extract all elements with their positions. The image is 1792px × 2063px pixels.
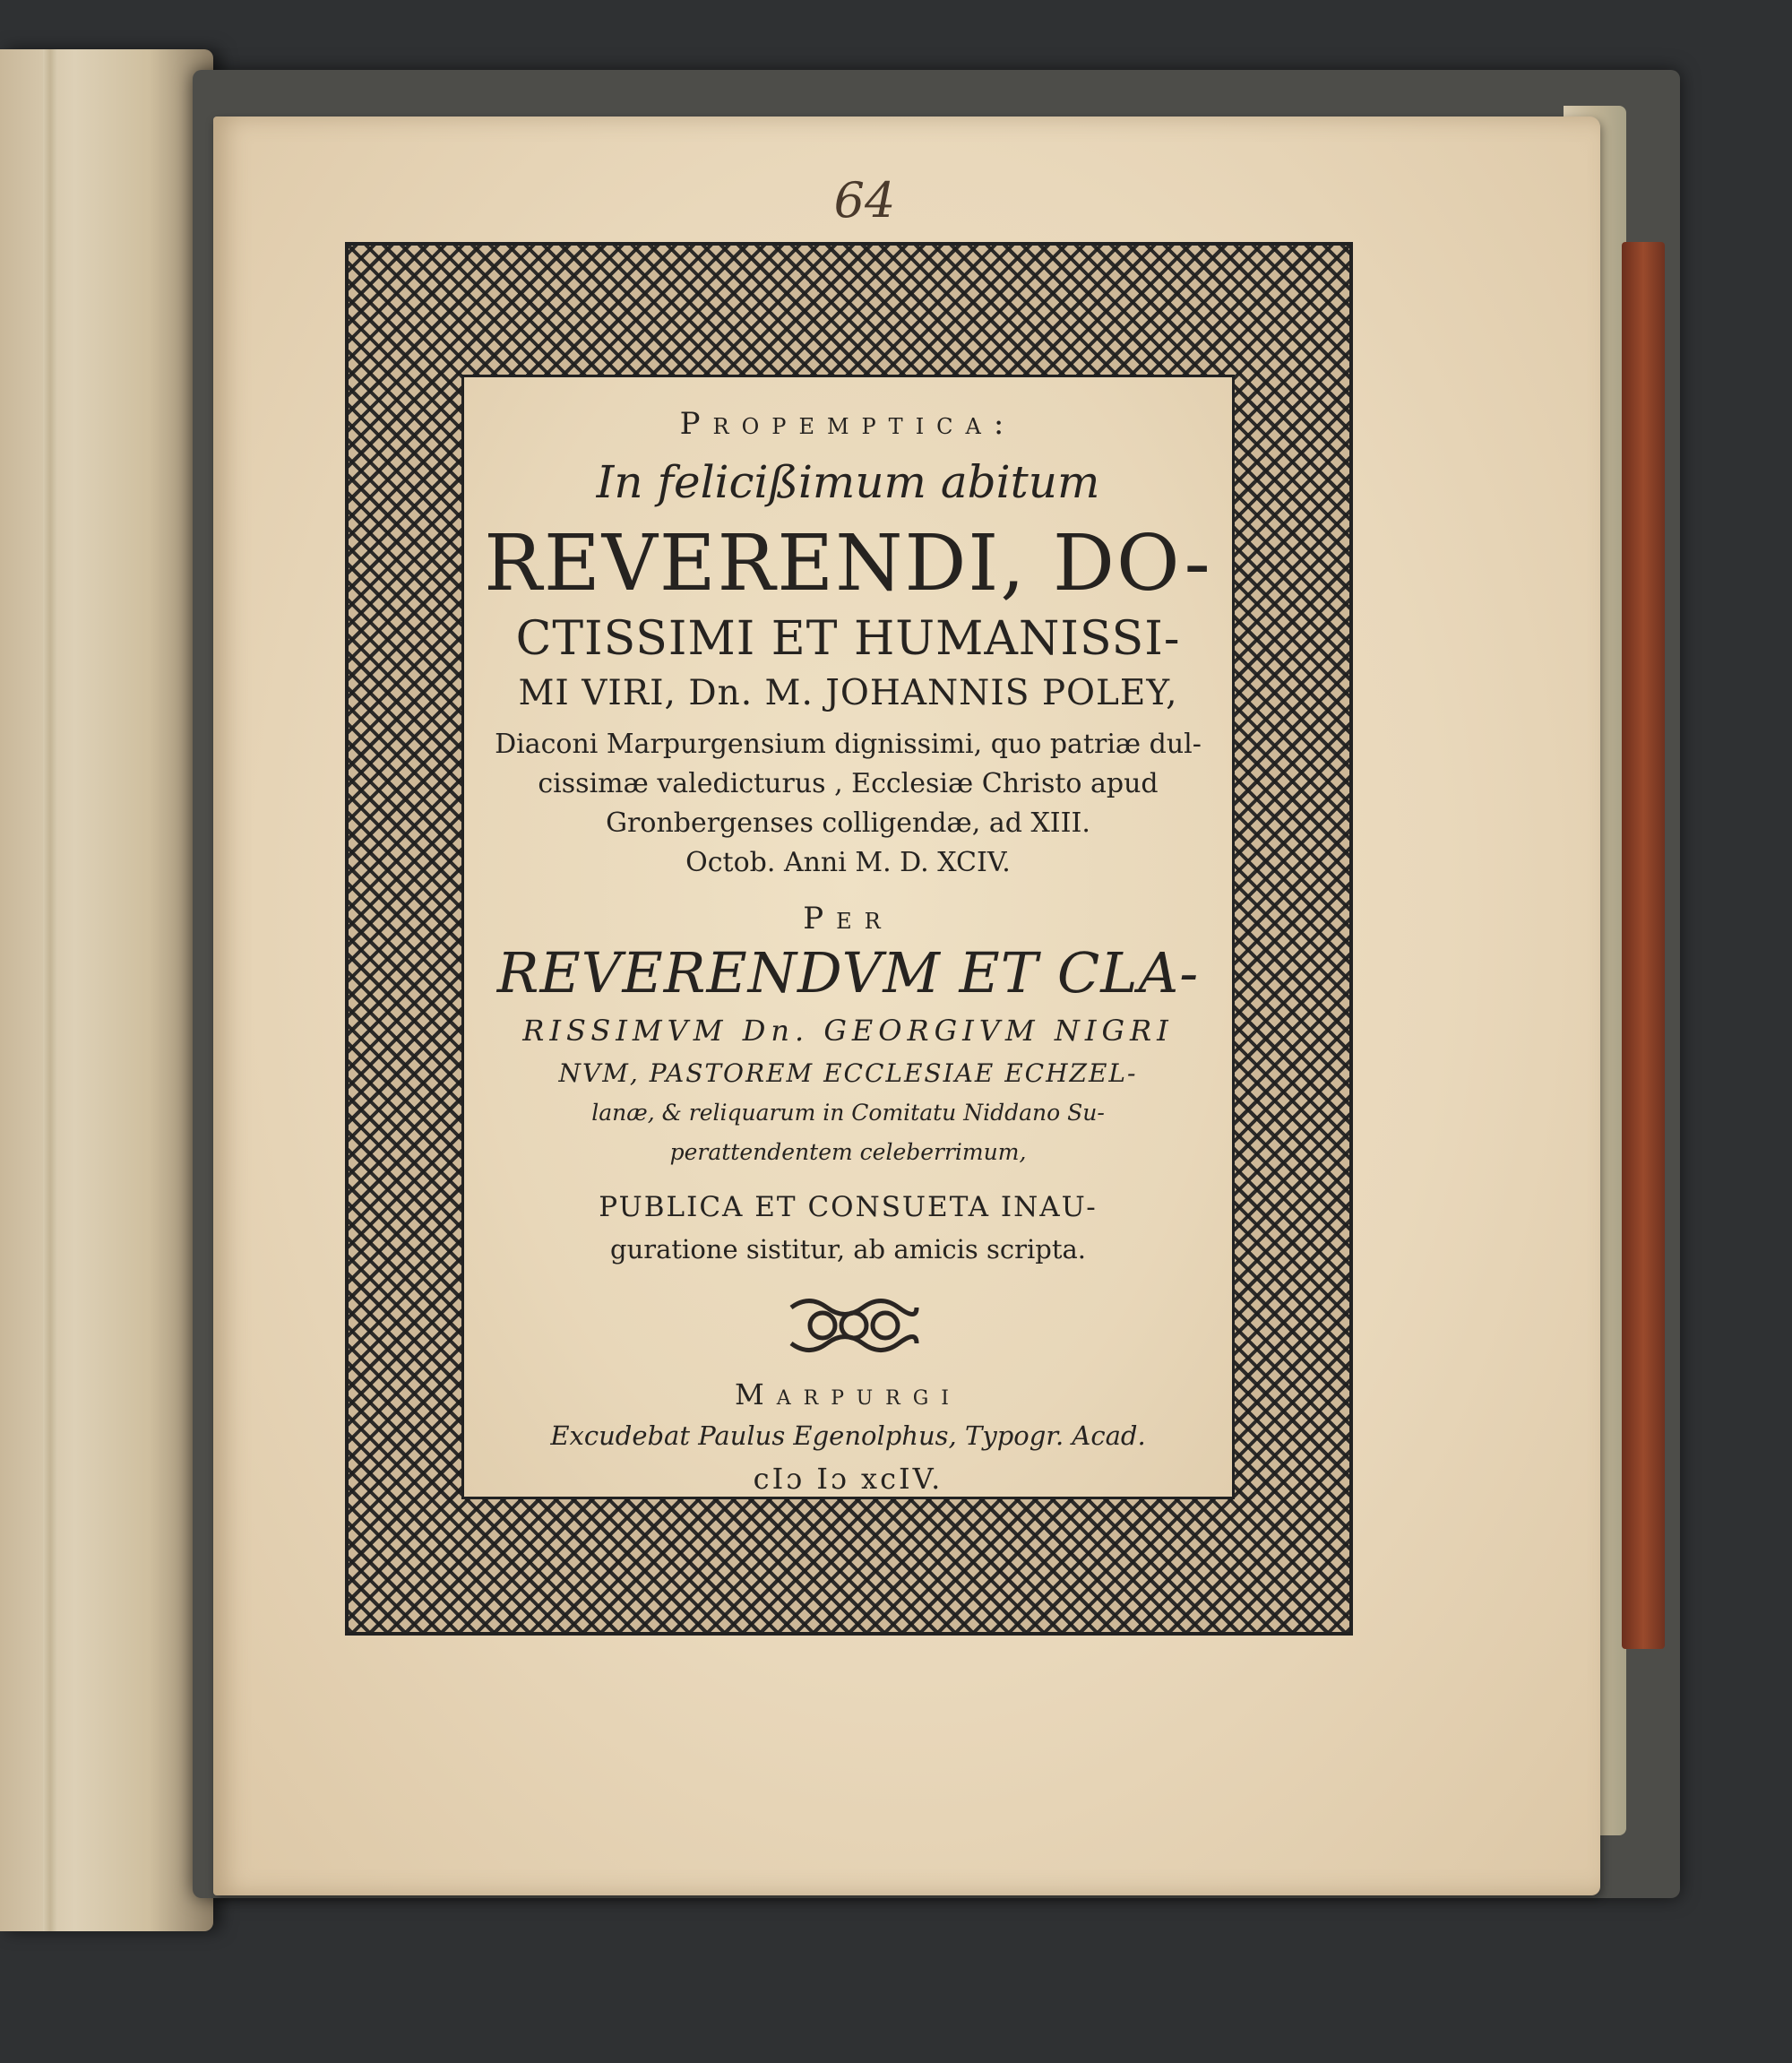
imprint-printer: Excudebat Paulus Egenolphus, Typogr. Acad. xyxy=(550,1420,1146,1451)
imprint-place: Marpurgi xyxy=(734,1377,961,1411)
imprint-year: cIɔ Iɔ xcIV. xyxy=(753,1462,943,1496)
name-line-2: CTISSIMI ET HUMANISSI- xyxy=(515,612,1181,666)
author-line-4: lanæ, & reliquarum in Comitatu Niddano Su- xyxy=(591,1100,1105,1126)
author-line-5: perattendentem celeberrimum, xyxy=(669,1139,1027,1165)
book-board-edge xyxy=(1622,242,1665,1649)
heading: Propemptica: xyxy=(679,406,1017,442)
desc-line-1: Diaconi Marpurgensium dignissimi, quo patriæ dul- xyxy=(495,729,1202,760)
title-text-area xyxy=(461,375,1235,1499)
name-line-3: MI VIRI, Dn. M. JOHANNIS POLEY, xyxy=(518,673,1178,713)
name-line-1: REVERENDI, DO- xyxy=(484,519,1212,609)
desc-line-2: cissimæ valedicturus , Ecclesiæ Christo apud xyxy=(538,768,1159,799)
author-line-3: NVM, PASTOREM ECCLESIAE ECHZEL- xyxy=(558,1058,1138,1088)
author-line-2: RISSIMVM Dn. GEORGIVM NIGRI xyxy=(522,1014,1174,1048)
subheading: In felicißimum abitum xyxy=(596,456,1100,508)
author-line-1: REVERENDVM ET CLA- xyxy=(496,940,1200,1006)
folio-number: 64 xyxy=(833,172,896,229)
page-fold xyxy=(43,49,57,1931)
fleuron-ornament xyxy=(782,1290,926,1361)
occasion-line-2: guratione sistitur, ab amicis scripta. xyxy=(610,1234,1086,1265)
left-facing-page xyxy=(0,49,213,1931)
desc-line-3: Gronbergenses colligendæ, ad XIII. xyxy=(606,807,1090,839)
occasion-line-1: PUBLICA ET CONSUETA INAU- xyxy=(599,1191,1098,1223)
desc-line-4: Octob. Anni M. D. XCIV. xyxy=(685,847,1011,878)
ornamental-border xyxy=(345,242,1353,1636)
per-label: Per xyxy=(803,901,893,937)
